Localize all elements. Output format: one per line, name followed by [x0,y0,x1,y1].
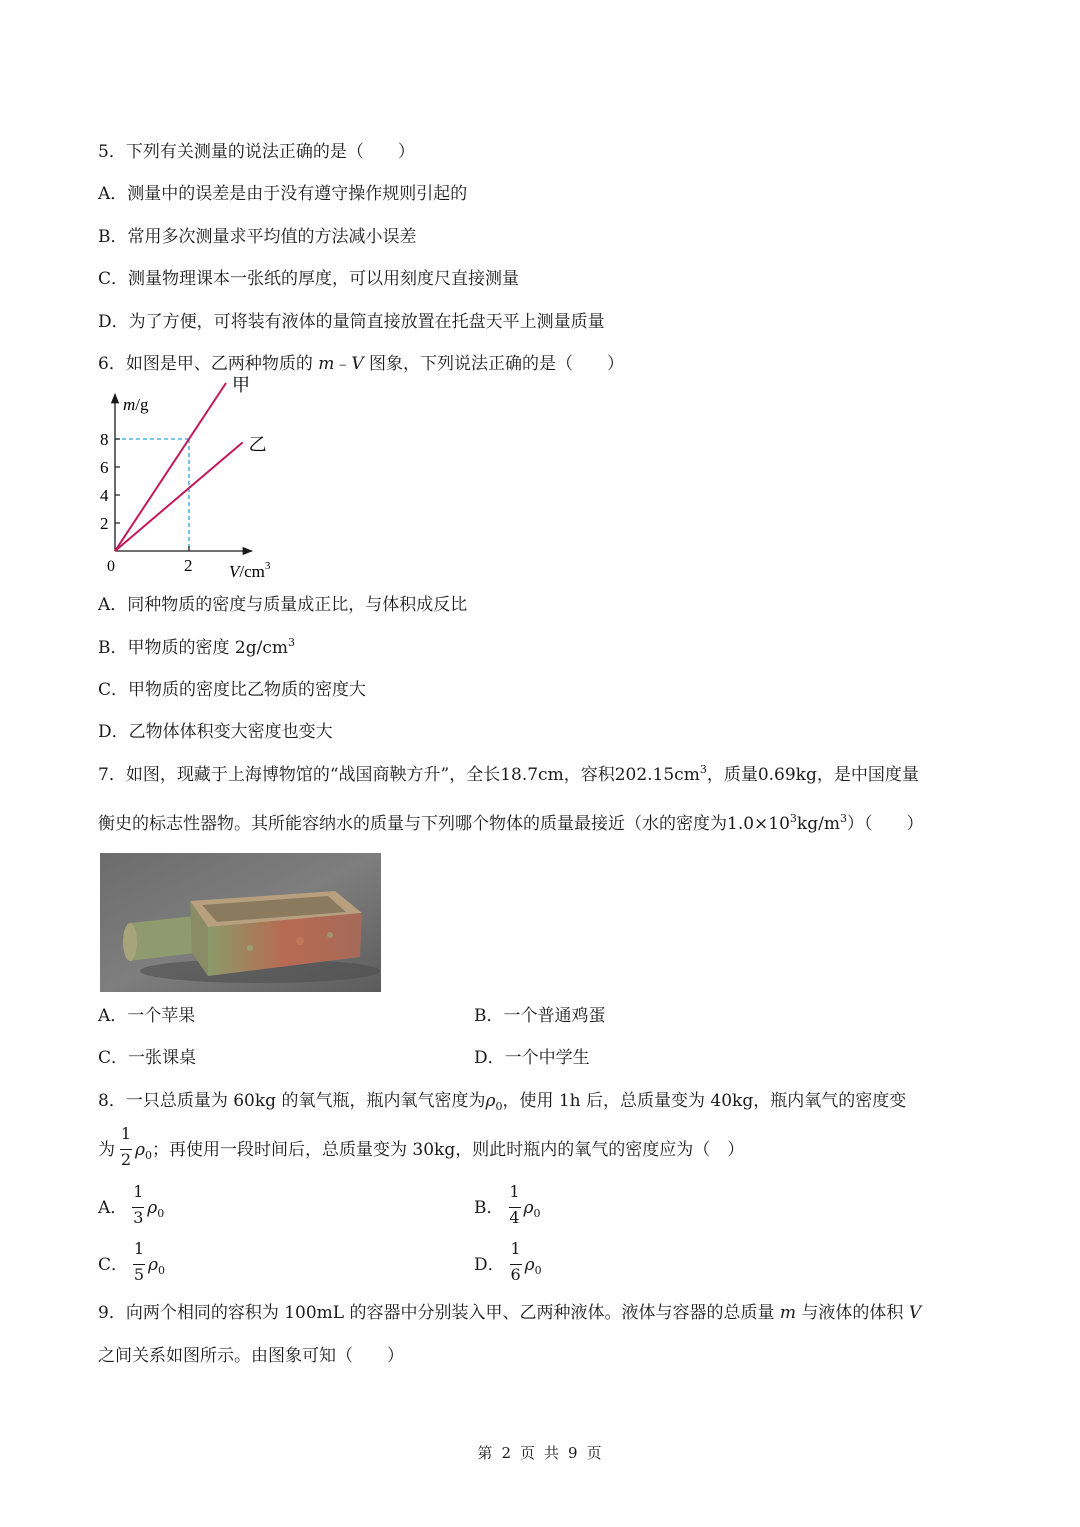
y-tick-label: 8 [100,430,109,449]
q8-option-a: A． $\frac{1}{3}$ $\rho_0$ [98,1181,165,1227]
q9-stem-line1: 9．向两个相同的容积为 100mL 的容器中分别装入甲、乙两种液体。液体与容器的总质量 m 与液体的体积 V [98,1303,922,1323]
q7-stem-line2: 衡史的标志性器物。其所能容纳水的质量与下列哪个物体的质量最接近（水的密度为$1.0\times 10^3kg/m^3$）（ ） [98,812,924,834]
q5-option-a: A．测量中的误差是由于没有遵守操作规则引起的 [98,184,468,204]
fraction: $\frac{1}{4}$ [509,1181,520,1227]
q7-option-a: A．一个苹果 [98,1006,196,1026]
q5-option-d: D．为了方便，可将装有液体的量筒直接放置在托盘天平上测量质量 [98,312,605,332]
y-tick-label: 4 [100,486,109,505]
q7-option-d: D．一个中学生 [474,1048,590,1068]
q5-option-c: C．测量物理课本一张纸的厚度，可以用刻度尺直接测量 [98,269,520,289]
bronze-measure-photo [100,853,381,992]
series-label-2: 乙 [248,434,267,456]
q6-option-d: D．乙物体体积变大密度也变大 [98,722,333,742]
q8-stem-line2: 为 $\frac{1}{2}$ $\rho_0$；再使用一段时间后，总质量变为 30kg，则此时瓶内的氧气的密度应为（ ） [98,1123,745,1169]
fraction: $\frac{1}{6}$ [510,1238,521,1284]
q5-option-b: B．常用多次测量求平均值的方法减小误差 [98,227,417,247]
mass-volume-chart [90,375,290,588]
series-line-2 [115,442,243,551]
fraction: $\frac{1}{5}$ [133,1238,145,1284]
q6-option-a: A．同种物质的密度与质量成正比，与体积成反比 [98,595,468,615]
y-tick-label: 6 [100,458,109,477]
q8-option-c: C． $\frac{1}{5}$ $\rho_0$ [98,1238,166,1284]
origin-label: 0 [107,558,115,575]
x-axis-label: $V/cm^3$ [229,560,271,581]
q8-stem-line1: 8．一只总质量为 60kg 的氧气瓶，瓶内氧气密度为$\rho_0$，使用 1h 后，总质量变为 40kg，瓶内氧气的密度变 [98,1091,907,1113]
fraction: $\frac{1}{3}$ [133,1181,144,1227]
x-tick-label: 2 [184,556,193,575]
q7-option-b: B．一个普通鸡蛋 [474,1006,606,1026]
q6-option-c: C．甲物质的密度比乙物质的密度大 [98,680,367,700]
q6-option-b: B．甲物质的密度 $2g/cm^3$ [98,636,295,658]
q7-stem-line1: 7．如图，现藏于上海博物馆的“战国商鞅方升”，全长18.7cm，容积$202.15cm^3$，质量0.69kg，是中国度量 [98,763,919,785]
q9-stem-line2: 之间关系如图所示。由图象可知（ ） [98,1346,404,1366]
fraction: $\frac{1}{2}$ [120,1123,132,1169]
q8-option-d: D． $\frac{1}{6}$ $\rho_0$ [474,1238,542,1284]
q5-stem: 5．下列有关测量的说法正确的是（ ） [98,142,415,162]
page-footer: 第 2 页 共 9 页 [477,1444,603,1462]
q6-stem: 6．如图是甲、乙两种物质的 m﹣V 图象，下列说法正确的是（ ） [98,354,625,374]
series-label-1: 甲 [232,375,250,396]
q7-option-c: C．一张课桌 [98,1048,197,1068]
y-axis-label: m/g [123,395,149,414]
q8-option-b: B． $\frac{1}{4}$ $\rho_0$ [474,1181,541,1227]
y-tick-label: 2 [100,514,109,533]
